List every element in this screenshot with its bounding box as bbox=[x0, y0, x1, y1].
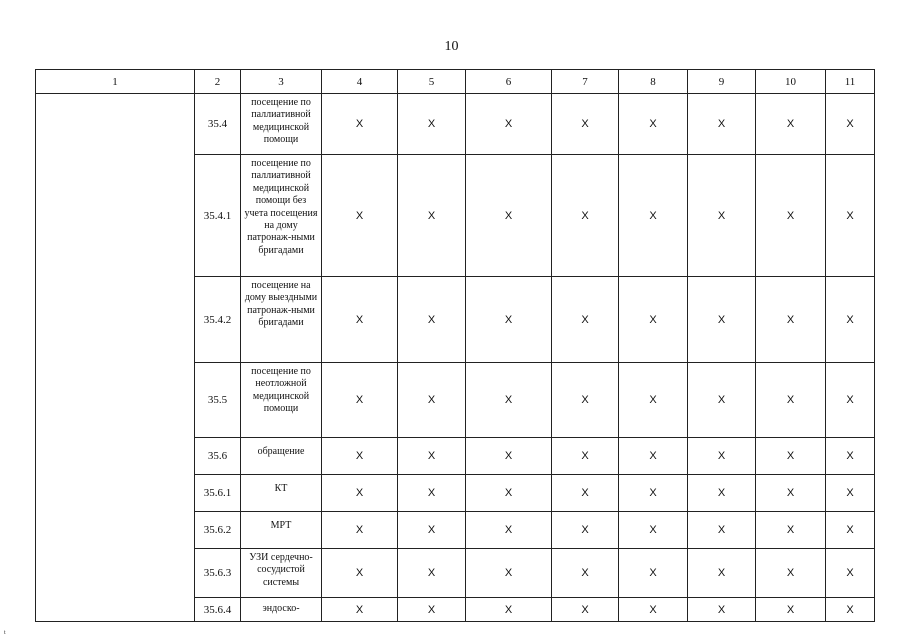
cell-mark: X bbox=[688, 598, 756, 622]
cell-mark: X bbox=[826, 363, 875, 438]
cell-mark: X bbox=[322, 598, 398, 622]
cell-mark: X bbox=[398, 155, 466, 277]
table-row bbox=[36, 94, 875, 155]
row-name: МРТ bbox=[241, 512, 322, 549]
cell-mark: X bbox=[466, 94, 552, 155]
cell-mark: X bbox=[826, 94, 875, 155]
cell-mark: X bbox=[688, 475, 756, 512]
header-col-9: 9 bbox=[688, 70, 756, 94]
cell-mark: X bbox=[688, 438, 756, 475]
cell-mark: X bbox=[466, 475, 552, 512]
data-table bbox=[35, 69, 875, 622]
cell-mark: X bbox=[826, 475, 875, 512]
cell-mark: X bbox=[398, 549, 466, 598]
cell-mark: X bbox=[322, 549, 398, 598]
cell-mark: X bbox=[688, 155, 756, 277]
row-code: 35.6 bbox=[195, 438, 241, 475]
cell-mark: X bbox=[466, 277, 552, 363]
cell-mark: X bbox=[688, 363, 756, 438]
row-code: 35.6.4 bbox=[195, 598, 241, 622]
cell-mark: X bbox=[398, 94, 466, 155]
cell-mark: X bbox=[619, 475, 688, 512]
cell-mark: X bbox=[756, 549, 826, 598]
cell-mark: X bbox=[398, 475, 466, 512]
header-col-3: 3 bbox=[241, 70, 322, 94]
row-code: 35.6.3 bbox=[195, 549, 241, 598]
cell-mark: X bbox=[552, 549, 619, 598]
row-name: посещение по паллиативной медицинской помощи bbox=[241, 94, 322, 155]
cell-mark: X bbox=[322, 363, 398, 438]
cell-mark: X bbox=[322, 155, 398, 277]
cell-mark: X bbox=[756, 512, 826, 549]
cell-mark: X bbox=[398, 363, 466, 438]
cell-mark: X bbox=[756, 94, 826, 155]
cell-mark: X bbox=[756, 363, 826, 438]
header-col-5: 5 bbox=[398, 70, 466, 94]
header-col-7: 7 bbox=[552, 70, 619, 94]
cell-mark: X bbox=[756, 277, 826, 363]
cell-mark: X bbox=[552, 363, 619, 438]
header-col-1: 1 bbox=[36, 70, 195, 94]
row-name: посещение по паллиативной медицинской помощи без учета посещения на дому патронаж-ными бригадами bbox=[241, 155, 322, 277]
row-name: посещение по неотложной медицинской помощи bbox=[241, 363, 322, 438]
row-code: 35.5 bbox=[195, 363, 241, 438]
cell-mark: X bbox=[826, 598, 875, 622]
header-col-10: 10 bbox=[756, 70, 826, 94]
row-code: 35.4.1 bbox=[195, 155, 241, 277]
header-row bbox=[36, 70, 875, 94]
header-col-8: 8 bbox=[619, 70, 688, 94]
cell-mark: X bbox=[466, 363, 552, 438]
cell-mark: X bbox=[398, 438, 466, 475]
cell-mark: X bbox=[619, 155, 688, 277]
cell-mark: X bbox=[398, 512, 466, 549]
corner-mark: t bbox=[4, 630, 6, 636]
cell-mark: X bbox=[552, 598, 619, 622]
cell-mark: X bbox=[826, 438, 875, 475]
cell-mark: X bbox=[826, 155, 875, 277]
cell-mark: X bbox=[322, 438, 398, 475]
cell-mark: X bbox=[466, 598, 552, 622]
header-col-2: 2 bbox=[195, 70, 241, 94]
cell-mark: X bbox=[552, 155, 619, 277]
cell-mark: X bbox=[688, 549, 756, 598]
cell-mark: X bbox=[466, 155, 552, 277]
cell-mark: X bbox=[552, 512, 619, 549]
page-number: 10 bbox=[444, 39, 459, 54]
cell-mark: X bbox=[756, 475, 826, 512]
header-col-4: 4 bbox=[322, 70, 398, 94]
header-col-11: 11 bbox=[826, 70, 875, 94]
cell-mark: X bbox=[619, 277, 688, 363]
cell-mark: X bbox=[398, 277, 466, 363]
cell-mark: X bbox=[466, 549, 552, 598]
row-code: 35.4 bbox=[195, 94, 241, 155]
cell-mark: X bbox=[466, 512, 552, 549]
cell-mark: X bbox=[756, 155, 826, 277]
merged-empty-cell bbox=[36, 94, 195, 622]
cell-mark: X bbox=[552, 277, 619, 363]
row-name: УЗИ сердечно-сосудистой системы bbox=[241, 549, 322, 598]
cell-mark: X bbox=[552, 438, 619, 475]
cell-mark: X bbox=[322, 277, 398, 363]
cell-mark: X bbox=[688, 277, 756, 363]
cell-mark: X bbox=[552, 94, 619, 155]
cell-mark: X bbox=[826, 277, 875, 363]
row-code: 35.6.2 bbox=[195, 512, 241, 549]
cell-mark: X bbox=[619, 598, 688, 622]
cell-mark: X bbox=[322, 94, 398, 155]
cell-mark: X bbox=[552, 475, 619, 512]
cell-mark: X bbox=[322, 475, 398, 512]
row-name: эндоско- bbox=[241, 598, 322, 622]
cell-mark: X bbox=[619, 94, 688, 155]
cell-mark: X bbox=[619, 512, 688, 549]
cell-mark: X bbox=[756, 598, 826, 622]
row-code: 35.4.2 bbox=[195, 277, 241, 363]
cell-mark: X bbox=[688, 94, 756, 155]
row-name: КТ bbox=[241, 475, 322, 512]
cell-mark: X bbox=[398, 598, 466, 622]
cell-mark: X bbox=[688, 512, 756, 549]
cell-mark: X bbox=[619, 438, 688, 475]
row-name: обращение bbox=[241, 438, 322, 475]
row-name: посещение на дому выездными патронаж-ными бригадами bbox=[241, 277, 322, 363]
cell-mark: X bbox=[756, 438, 826, 475]
cell-mark: X bbox=[466, 438, 552, 475]
cell-mark: X bbox=[619, 549, 688, 598]
cell-mark: X bbox=[826, 512, 875, 549]
row-code: 35.6.1 bbox=[195, 475, 241, 512]
header-col-6: 6 bbox=[466, 70, 552, 94]
cell-mark: X bbox=[322, 512, 398, 549]
cell-mark: X bbox=[619, 363, 688, 438]
cell-mark: X bbox=[826, 549, 875, 598]
